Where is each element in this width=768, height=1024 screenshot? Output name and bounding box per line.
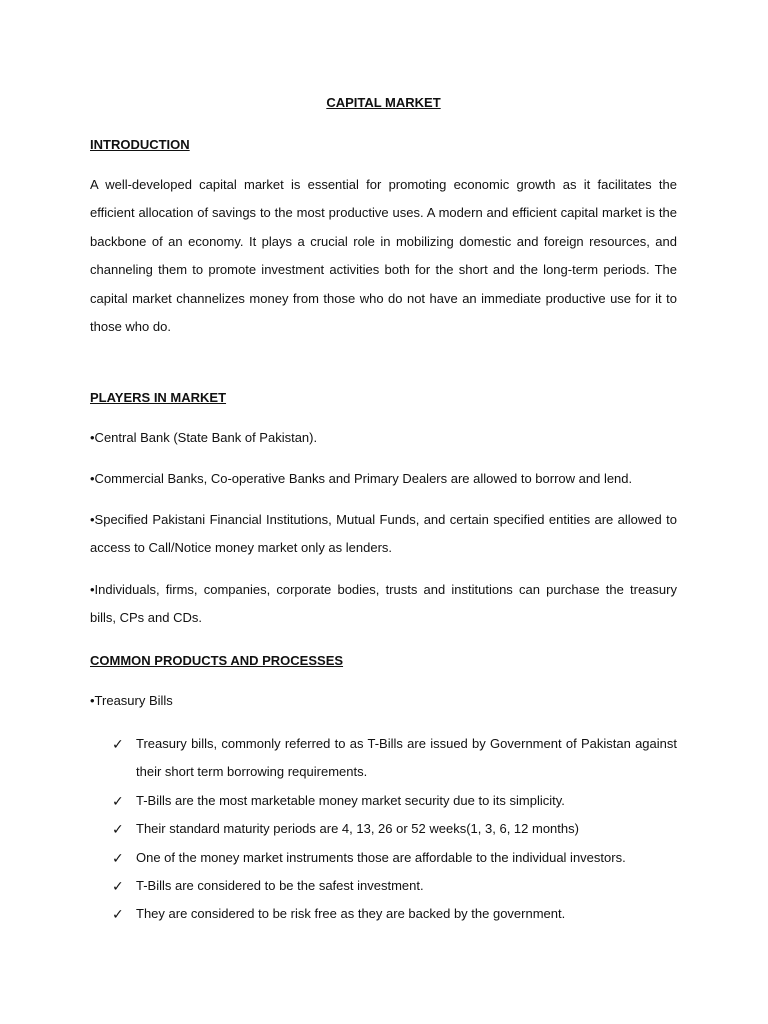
- products-heading: COMMON PRODUCTS AND PROCESSES: [90, 653, 344, 668]
- checkmark-icon: ✓: [112, 821, 124, 838]
- list-item-text: They are considered to be risk free as they are backed by the government.: [136, 906, 566, 922]
- checkmark-icon: ✓: [112, 736, 124, 752]
- treasury-bills-label: •Treasury Bills: [90, 693, 173, 708]
- checkmark-icon: ✓: [112, 849, 124, 866]
- list-item-text: T-Bills are considered to be the safest investment.: [136, 878, 424, 894]
- list-item-text: T-Bills are the most marketable money market security due to its simplicity.: [136, 792, 565, 808]
- list-item: [112, 844, 677, 872]
- list-item-text: Treasury bills, commonly referred to as T-Bills are issued by Government of Pakistan against their short term borrowing requirements.: [136, 736, 677, 780]
- players-item-central-bank: •Central Bank (State Bank of Pakistan).: [90, 430, 318, 445]
- introduction-heading: INTRODUCTION: [90, 137, 190, 152]
- players-item-financial-institutions: •Specified Pakistani Financial Institutions, Mutual Funds, and certain specified entities are allowed to access to Call/Notice money market only as lenders.: [90, 512, 677, 556]
- list-item: [112, 787, 677, 815]
- introduction-paragraph: A well-developed capital market is essential for promoting economic growth as it facilitates the efficient allocation of savings to the most productive uses. A modern and efficient capital market is the backbone of an economy. It plays a crucial role in mobilizing domestic and foreign resources, and channeling them to promote investment activities both for the short and the long-term periods. The capital market channelizes money from those who do not have an immediate productive use for it to those who do.: [90, 177, 677, 335]
- treasury-bills-list: [112, 730, 677, 929]
- checkmark-icon: ✓: [112, 792, 124, 809]
- list-item: [112, 900, 677, 928]
- list-item: [112, 815, 677, 843]
- players-heading: PLAYERS IN MARKET: [90, 390, 227, 405]
- list-item: [112, 872, 677, 900]
- checkmark-icon: ✓: [112, 878, 124, 895]
- checkmark-icon: ✓: [112, 906, 124, 923]
- page-title: CAPITAL MARKET: [326, 95, 441, 110]
- list-item-text: One of the money market instruments those are affordable to the individual investors.: [136, 849, 626, 865]
- list-item-text: Their standard maturity periods are 4, 13, 26 or 52 weeks(1, 3, 6, 12 months): [136, 821, 579, 837]
- list-item: [112, 730, 677, 787]
- players-item-individuals: •Individuals, firms, companies, corporate bodies, trusts and institutions can purchase the treasury bills, CPs and CDs.: [90, 582, 677, 626]
- players-item-commercial-banks: •Commercial Banks, Co-operative Banks and Primary Dealers are allowed to borrow and lend.: [90, 471, 633, 486]
